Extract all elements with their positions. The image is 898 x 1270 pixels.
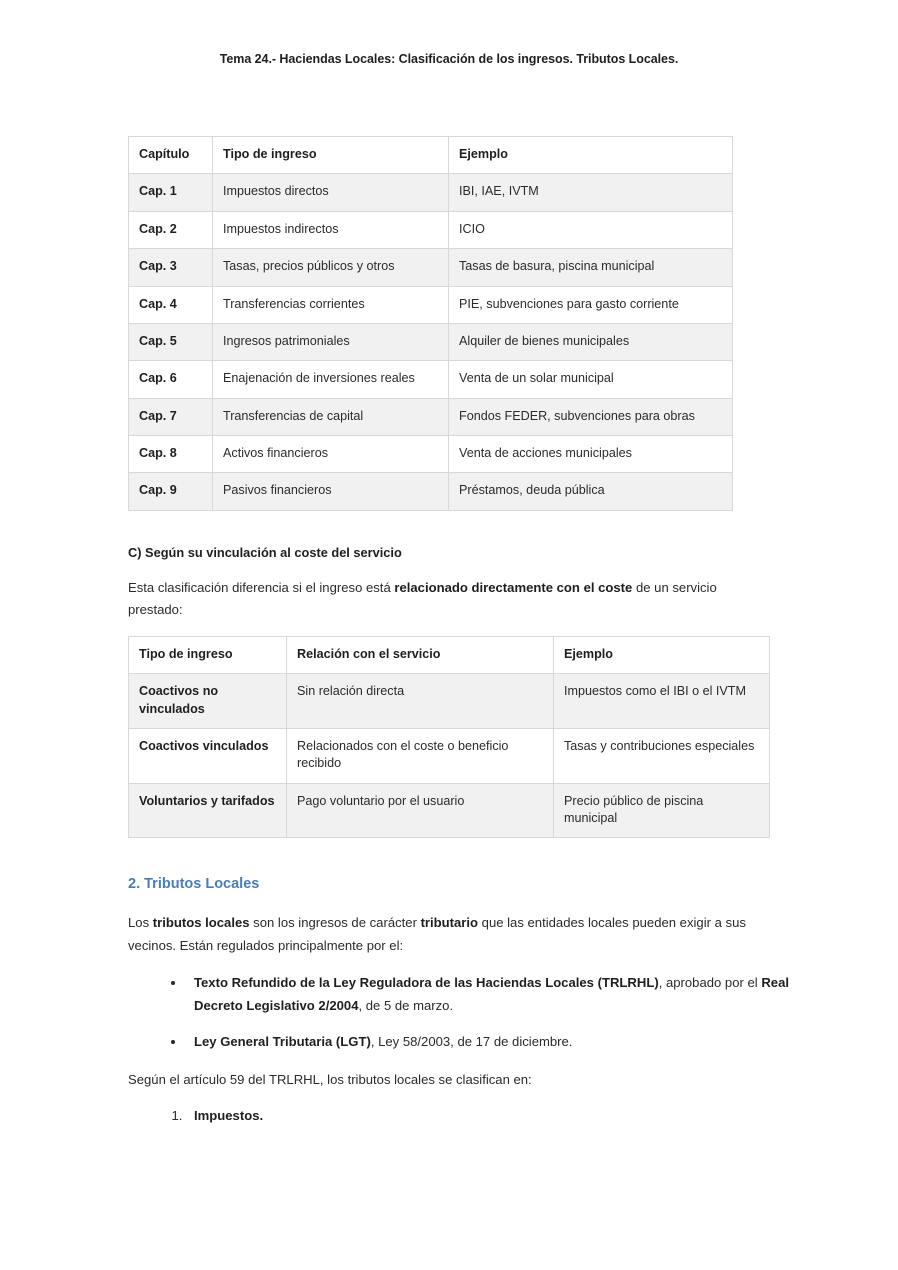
cell-ejemplo: Impuestos como el IBI o el IVTM (554, 674, 770, 729)
table-row (129, 174, 733, 211)
cell-relacion: Sin relación directa (287, 674, 554, 729)
table-row (129, 361, 733, 398)
table-row (129, 249, 733, 286)
cell-ejemplo: PIE, subvenciones para gasto corriente (449, 286, 733, 323)
heading-tributos-locales: 2. Tributos Locales (128, 876, 260, 893)
list-clasificacion-tributos (128, 1105, 826, 1128)
cell-ejemplo: Venta de un solar municipal (449, 361, 733, 398)
cell-capitulo: Cap. 3 (129, 249, 213, 286)
column-header-ejemplo: Ejemplo (449, 137, 733, 174)
cell-ejemplo: Préstamos, deuda pública (449, 473, 733, 510)
cell-tipo: Impuestos directos (213, 174, 449, 211)
para-bold-tributario: tributario (420, 915, 479, 931)
list-item-bold-1: Texto Refundido de la Ley Reguladora de las Haciendas Locales (TRLRHL) (194, 975, 659, 991)
list-item-plain-1: , aprobado por el (658, 975, 762, 991)
intro-text-bold: relacionado directamente con el coste (394, 579, 633, 595)
cell-capitulo: Cap. 6 (129, 361, 213, 398)
document-content (128, 136, 789, 1127)
cell-tipo: Impuestos indirectos (213, 211, 449, 248)
cell-capitulo: Cap. 9 (129, 473, 213, 510)
table-row (129, 211, 733, 248)
cell-capitulo: Cap. 7 (129, 398, 213, 435)
heading-seccion-c: C) Según su vinculación al coste del servicio (128, 544, 402, 560)
table-capitulos (128, 136, 733, 511)
list-item-bold-1: Ley General Tributaria (LGT) (194, 1034, 371, 1050)
table-row (129, 286, 733, 323)
cell-ejemplo: Alquiler de bienes municipales (449, 323, 733, 360)
column-header-tipo-de-ingreso: Tipo de ingreso (213, 137, 449, 174)
cell-tipo: Ingresos patrimoniales (213, 323, 449, 360)
column-header-ejemplo: Ejemplo (554, 636, 770, 673)
column-header-capitulo: Capítulo (129, 137, 213, 174)
list-item (186, 1105, 826, 1128)
table-row (129, 473, 733, 510)
cell-tipo: Activos financieros (213, 436, 449, 473)
table-header-row (129, 636, 770, 673)
table-row (129, 783, 770, 838)
para-text-c: son los ingresos de carácter (249, 915, 421, 931)
running-header: Tema 24.- Haciendas Locales: Clasificación de los ingresos. Tributos Locales. (219, 52, 679, 66)
list-normativa (128, 970, 826, 1054)
cell-ejemplo: Precio público de piscina municipal (554, 783, 770, 838)
cell-tipo: Transferencias corrientes (213, 286, 449, 323)
list-item-plain-1: , Ley 58/2003, de 17 de diciembre. (370, 1034, 573, 1050)
table-row (129, 323, 733, 360)
cell-tipo: Transferencias de capital (213, 398, 449, 435)
list-item (186, 1029, 826, 1054)
table-row (129, 674, 770, 729)
cell-capitulo: Cap. 2 (129, 211, 213, 248)
list-item-plain-2: , de 5 de marzo. (358, 997, 454, 1013)
table-row (129, 728, 770, 783)
cell-tipo: Voluntarios y tarifados (129, 783, 287, 838)
cell-capitulo: Cap. 4 (129, 286, 213, 323)
table-row (129, 398, 733, 435)
list-item-label: Impuestos. (194, 1107, 264, 1123)
cell-relacion: Pago voluntario por el usuario (287, 783, 554, 838)
cell-capitulo: Cap. 8 (129, 436, 213, 473)
cell-tipo: Pasivos financieros (213, 473, 449, 510)
cell-capitulo: Cap. 1 (129, 174, 213, 211)
list-item-bold-2: Real Decreto Legislativo 2/2004 (194, 975, 789, 1013)
para-bold-tributos-locales: tributos locales (152, 915, 250, 931)
paragraph-articulo-59: Según el artículo 59 del TRLRHL, los tributos locales se clasifican en: (128, 1071, 532, 1087)
cell-capitulo: Cap. 5 (129, 323, 213, 360)
cell-ejemplo: Venta de acciones municipales (449, 436, 733, 473)
column-header-tipo-de-ingreso: Tipo de ingreso (129, 636, 287, 673)
table-vinculacion (128, 636, 770, 839)
cell-ejemplo: Tasas de basura, piscina municipal (449, 249, 733, 286)
cell-ejemplo: ICIO (449, 211, 733, 248)
table-row (129, 436, 733, 473)
para-text-a: Los (128, 915, 153, 931)
intro-text-part1: Esta clasificación diferencia si el ingreso está (128, 579, 395, 595)
cell-tipo: Coactivos no vinculados (129, 674, 287, 729)
cell-ejemplo: IBI, IAE, IVTM (449, 174, 733, 211)
cell-tipo: Enajenación de inversiones reales (213, 361, 449, 398)
cell-relacion: Relacionados con el coste o beneficio recibido (287, 728, 554, 783)
cell-ejemplo: Tasas y contribuciones especiales (554, 728, 770, 783)
cell-tipo: Tasas, precios públicos y otros (213, 249, 449, 286)
list-item (186, 970, 826, 1017)
cell-ejemplo: Fondos FEDER, subvenciones para obras (449, 398, 733, 435)
intro-text-part2: de un servicio prestado: (128, 579, 717, 618)
para-text-e: que las entidades locales pueden exigir a sus vecinos. Están regulados principalmente por el: (128, 915, 746, 953)
paragraph-tributos-intro (128, 912, 768, 957)
cell-tipo: Coactivos vinculados (129, 728, 287, 783)
table-header-row (129, 137, 733, 174)
column-header-relacion-con-el-servicio: Relación con el servicio (287, 636, 554, 673)
paragraph-seccion-c-intro (128, 577, 756, 622)
